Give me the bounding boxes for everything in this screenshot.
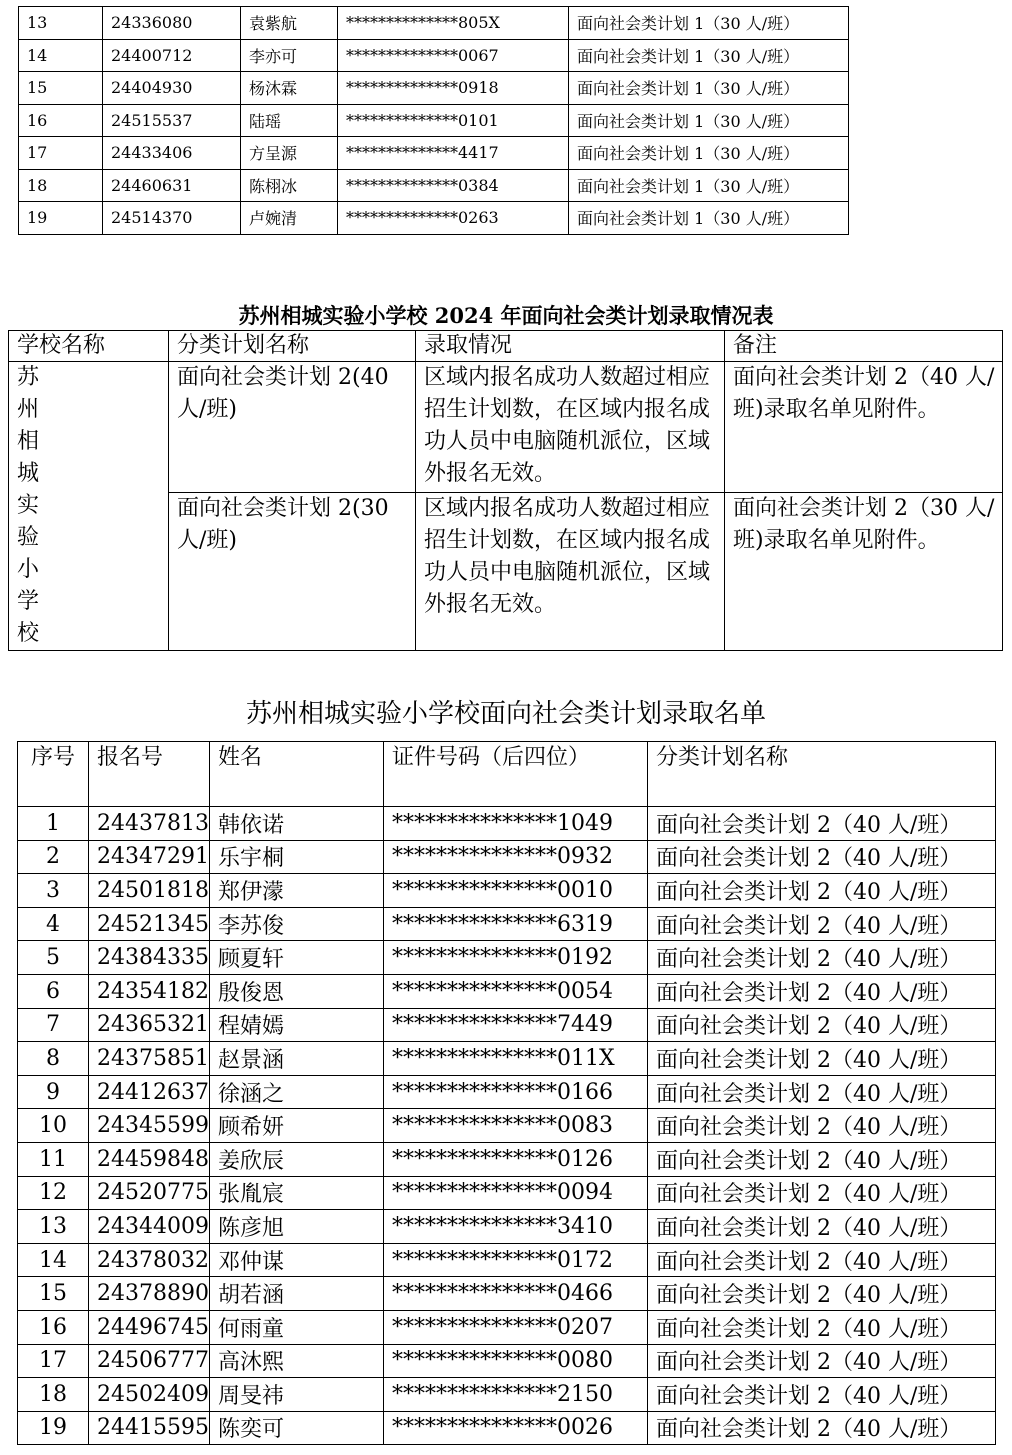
table-cell: 2 bbox=[18, 840, 89, 874]
table-cell: 24501818 bbox=[89, 874, 210, 908]
table-cell: 24378032 bbox=[89, 1243, 210, 1277]
table-row bbox=[18, 1008, 996, 1042]
admission-status-cell: 区域内报名成功人数超过相应招生计划数，在区域内报名成功人员中电脑随机派位，区域外报名无效。 bbox=[416, 362, 725, 493]
table-cell: 13 bbox=[18, 1210, 89, 1244]
table-cell: ***************0932 bbox=[383, 840, 647, 874]
remark-cell: 面向社会类计划 2（30 人/班)录取名单见附件。 bbox=[725, 492, 1003, 650]
table-cell: ***************0054 bbox=[383, 974, 647, 1008]
admission-status-cell: 区域内报名成功人数超过相应招生计划数，在区域内报名成功人员中电脑随机派位，区域外报名无效。 bbox=[416, 492, 725, 650]
table-cell: 24384335 bbox=[89, 941, 210, 975]
table-cell: 4 bbox=[18, 907, 89, 941]
table-cell: **************0101 bbox=[338, 104, 569, 137]
top-admission-table bbox=[18, 6, 849, 235]
table-cell: ***************0010 bbox=[383, 874, 647, 908]
table-cell: 李亦可 bbox=[241, 39, 338, 72]
table-cell: 殷俊恩 bbox=[209, 974, 383, 1008]
table-cell: 24459848 bbox=[89, 1142, 210, 1176]
summary-header-row bbox=[9, 331, 1003, 362]
table-cell: 面向社会类计划 2（40 人/班） bbox=[647, 1109, 995, 1143]
table-cell: 胡若涵 bbox=[209, 1277, 383, 1311]
table-cell: ***************0172 bbox=[383, 1243, 647, 1277]
table-cell: ***************0080 bbox=[383, 1344, 647, 1378]
table-cell: **************0918 bbox=[338, 72, 569, 105]
table-row bbox=[18, 807, 996, 841]
table-cell: 24502409 bbox=[89, 1378, 210, 1412]
table-cell: 13 bbox=[19, 7, 103, 40]
school-name-char: 城 bbox=[17, 461, 40, 486]
table-cell: 顾希妍 bbox=[209, 1109, 383, 1143]
summary-header-cell: 分类计划名称 bbox=[169, 331, 416, 362]
school-name-char: 验 bbox=[17, 525, 40, 550]
table-cell: 16 bbox=[18, 1310, 89, 1344]
plan-name-cell: 面向社会类计划 2(30 人/班) bbox=[169, 492, 416, 650]
table-cell: 陆瑶 bbox=[241, 104, 338, 137]
table-cell: 24415595 bbox=[89, 1411, 210, 1445]
table-cell: ***************1049 bbox=[383, 807, 647, 841]
table-cell: **************0067 bbox=[338, 39, 569, 72]
table-cell: 面向社会类计划 2（40 人/班） bbox=[647, 874, 995, 908]
table-cell: 陈彦旭 bbox=[209, 1210, 383, 1244]
table-cell: 面向社会类计划 2（40 人/班） bbox=[647, 1008, 995, 1042]
list-header-cell: 姓名 bbox=[209, 742, 383, 807]
table-cell: ***************011X bbox=[383, 1042, 647, 1076]
table-cell: ***************0192 bbox=[383, 941, 647, 975]
summary-header-cell: 学校名称 bbox=[9, 331, 169, 362]
table-cell: 24520775 bbox=[89, 1176, 210, 1210]
table-cell: ***************0466 bbox=[383, 1277, 647, 1311]
table-cell: 24345599 bbox=[89, 1109, 210, 1143]
table-cell: 面向社会类计划 1（30 人/班） bbox=[569, 104, 849, 137]
table-cell: 面向社会类计划 1（30 人/班） bbox=[569, 7, 849, 40]
table-row bbox=[19, 72, 849, 105]
table-cell: 24404930 bbox=[103, 72, 241, 105]
table-cell: 18 bbox=[19, 169, 103, 202]
table-cell: **************0384 bbox=[338, 169, 569, 202]
table-cell: 姜欣辰 bbox=[209, 1142, 383, 1176]
table-cell: 李苏俊 bbox=[209, 907, 383, 941]
table-cell: **************4417 bbox=[338, 137, 569, 170]
summary-table bbox=[8, 330, 1003, 651]
table-cell: ***************0166 bbox=[383, 1075, 647, 1109]
table-cell: **************805X bbox=[338, 7, 569, 40]
top-table-body bbox=[19, 7, 849, 235]
table-row bbox=[19, 202, 849, 235]
table-cell: 24514370 bbox=[103, 202, 241, 235]
table-cell: 19 bbox=[18, 1411, 89, 1445]
table-cell: 6 bbox=[18, 974, 89, 1008]
table-cell: 24336080 bbox=[103, 7, 241, 40]
table-cell: 方呈源 bbox=[241, 137, 338, 170]
table-cell: 面向社会类计划 2（40 人/班） bbox=[647, 1075, 995, 1109]
school-name-cell bbox=[9, 362, 169, 651]
table-cell: 袁紫航 bbox=[241, 7, 338, 40]
table-cell: 面向社会类计划 1（30 人/班） bbox=[569, 202, 849, 235]
table-cell: 10 bbox=[18, 1109, 89, 1143]
table-cell: 面向社会类计划 2（40 人/班） bbox=[647, 1142, 995, 1176]
school-name-char: 小 bbox=[17, 557, 40, 582]
table-cell: 面向社会类计划 2（40 人/班） bbox=[647, 1344, 995, 1378]
admission-list-table bbox=[17, 741, 996, 1445]
table-cell: 程婧嫣 bbox=[209, 1008, 383, 1042]
table-cell: 15 bbox=[18, 1277, 89, 1311]
table-cell: 14 bbox=[19, 39, 103, 72]
table-row bbox=[18, 1042, 996, 1076]
table-cell: ***************2150 bbox=[383, 1378, 647, 1412]
table-cell: 顾夏轩 bbox=[209, 941, 383, 975]
table-cell: 乐宇桐 bbox=[209, 840, 383, 874]
table-cell: 面向社会类计划 1（30 人/班） bbox=[569, 39, 849, 72]
table-cell: 24354182 bbox=[89, 974, 210, 1008]
table-row bbox=[19, 104, 849, 137]
school-name-char: 实 bbox=[17, 493, 40, 518]
table-cell: 面向社会类计划 1（30 人/班） bbox=[569, 169, 849, 202]
table-cell: 24412637 bbox=[89, 1075, 210, 1109]
table-cell: 24496745 bbox=[89, 1310, 210, 1344]
table-cell: ***************6319 bbox=[383, 907, 647, 941]
table-cell: 面向社会类计划 2（40 人/班） bbox=[647, 840, 995, 874]
table-cell: 24344009 bbox=[89, 1210, 210, 1244]
table-row bbox=[19, 7, 849, 40]
table-cell: 面向社会类计划 2（40 人/班） bbox=[647, 1277, 995, 1311]
table-cell: 24400712 bbox=[103, 39, 241, 72]
table-row bbox=[18, 1411, 996, 1445]
table-cell: 面向社会类计划 2（40 人/班） bbox=[647, 1310, 995, 1344]
table-row bbox=[18, 1243, 996, 1277]
table-row bbox=[18, 1277, 996, 1311]
table-cell: 郑伊濛 bbox=[209, 874, 383, 908]
table-row bbox=[18, 1075, 996, 1109]
table-cell: ***************0094 bbox=[383, 1176, 647, 1210]
table-cell: 徐涵之 bbox=[209, 1075, 383, 1109]
table-row bbox=[19, 39, 849, 72]
table-cell: 陈奕可 bbox=[209, 1411, 383, 1445]
table-row bbox=[18, 1176, 996, 1210]
table-row bbox=[18, 907, 996, 941]
table-cell: ***************0026 bbox=[383, 1411, 647, 1445]
school-name-char: 苏 bbox=[17, 365, 40, 390]
table-row bbox=[18, 1142, 996, 1176]
table-row bbox=[18, 974, 996, 1008]
table-cell: ***************0207 bbox=[383, 1310, 647, 1344]
list-header-cell: 序号 bbox=[18, 742, 89, 807]
table-row bbox=[18, 941, 996, 975]
table-cell: 8 bbox=[18, 1042, 89, 1076]
table-cell: 陈栩冰 bbox=[241, 169, 338, 202]
table-cell: 面向社会类计划 2（40 人/班） bbox=[647, 1378, 995, 1412]
summary-header-cell: 录取情况 bbox=[416, 331, 725, 362]
table-cell: 邓仲谋 bbox=[209, 1243, 383, 1277]
table-cell: 面向社会类计划 2（40 人/班） bbox=[647, 1176, 995, 1210]
table-cell: 面向社会类计划 2（40 人/班） bbox=[647, 941, 995, 975]
list-header-cell: 报名号 bbox=[89, 742, 210, 807]
table-cell: 17 bbox=[18, 1344, 89, 1378]
table-cell: 张胤宸 bbox=[209, 1176, 383, 1210]
table-cell: 24365321 bbox=[89, 1008, 210, 1042]
table-cell: 9 bbox=[18, 1075, 89, 1109]
table-cell: 面向社会类计划 2（40 人/班） bbox=[647, 807, 995, 841]
table-cell: 11 bbox=[18, 1142, 89, 1176]
table-cell: 面向社会类计划 2（40 人/班） bbox=[647, 974, 995, 1008]
table-cell: 12 bbox=[18, 1176, 89, 1210]
table-row bbox=[18, 1210, 996, 1244]
table-cell: 24347291 bbox=[89, 840, 210, 874]
table-cell: 24506777 bbox=[89, 1344, 210, 1378]
remark-cell: 面向社会类计划 2（40 人/班)录取名单见附件。 bbox=[725, 362, 1003, 493]
table-cell: 24437813 bbox=[89, 807, 210, 841]
table-row bbox=[18, 1109, 996, 1143]
table-row bbox=[18, 1378, 996, 1412]
table-cell: 24375851 bbox=[89, 1042, 210, 1076]
table-cell: 24433406 bbox=[103, 137, 241, 170]
table-cell: 赵景涵 bbox=[209, 1042, 383, 1076]
table-cell: 14 bbox=[18, 1243, 89, 1277]
table-cell: **************0263 bbox=[338, 202, 569, 235]
table-cell: 19 bbox=[19, 202, 103, 235]
table-cell: 7 bbox=[18, 1008, 89, 1042]
table-cell: ***************0083 bbox=[383, 1109, 647, 1143]
table-cell: 1 bbox=[18, 807, 89, 841]
table-row bbox=[18, 874, 996, 908]
table-cell: ***************0126 bbox=[383, 1142, 647, 1176]
table-cell: 面向社会类计划 2（40 人/班） bbox=[647, 907, 995, 941]
table-cell: 高沐熙 bbox=[209, 1344, 383, 1378]
table-cell: 面向社会类计划 2（40 人/班） bbox=[647, 1210, 995, 1244]
plan-name-cell: 面向社会类计划 2(40 人/班) bbox=[169, 362, 416, 493]
table-cell: 面向社会类计划 2（40 人/班） bbox=[647, 1243, 995, 1277]
list-title: 苏州相城实验小学校面向社会类计划录取名单 bbox=[245, 699, 766, 729]
table-cell: 18 bbox=[18, 1378, 89, 1412]
summary-header-cell: 备注 bbox=[725, 331, 1003, 362]
table-row bbox=[19, 169, 849, 202]
table-cell: 24378890 bbox=[89, 1277, 210, 1311]
school-name-char: 校 bbox=[17, 621, 40, 646]
table-row bbox=[18, 1310, 996, 1344]
list-header-row bbox=[18, 742, 996, 807]
summary-title: 苏州相城实验小学校 2024 年面向社会类计划录取情况表 bbox=[238, 303, 774, 328]
table-cell: 面向社会类计划 2（40 人/班） bbox=[647, 1042, 995, 1076]
table-cell: 16 bbox=[19, 104, 103, 137]
table-cell: 面向社会类计划 1（30 人/班） bbox=[569, 72, 849, 105]
school-name-char: 州 bbox=[17, 397, 40, 422]
school-name-char: 学 bbox=[17, 589, 40, 614]
list-header-cell: 证件号码（后四位） bbox=[383, 742, 647, 807]
table-cell: 卢婉清 bbox=[241, 202, 338, 235]
table-cell: ***************7449 bbox=[383, 1008, 647, 1042]
list-table-body bbox=[18, 807, 996, 1445]
table-cell: 韩依诺 bbox=[209, 807, 383, 841]
table-cell: 3 bbox=[18, 874, 89, 908]
table-row bbox=[18, 1344, 996, 1378]
list-header-cell: 分类计划名称 bbox=[647, 742, 995, 807]
table-cell: 17 bbox=[19, 137, 103, 170]
table-row bbox=[19, 137, 849, 170]
table-cell: 24521345 bbox=[89, 907, 210, 941]
table-cell: 5 bbox=[18, 941, 89, 975]
school-name-char: 相 bbox=[17, 429, 40, 454]
table-cell: 15 bbox=[19, 72, 103, 105]
table-cell: 面向社会类计划 1（30 人/班） bbox=[569, 137, 849, 170]
table-cell: 杨沐霖 bbox=[241, 72, 338, 105]
table-cell: 何雨童 bbox=[209, 1310, 383, 1344]
summary-row bbox=[9, 362, 1003, 493]
table-cell: ***************3410 bbox=[383, 1210, 647, 1244]
table-row bbox=[18, 840, 996, 874]
table-cell: 面向社会类计划 2（40 人/班） bbox=[647, 1411, 995, 1445]
table-cell: 周旻祎 bbox=[209, 1378, 383, 1412]
table-cell: 24515537 bbox=[103, 104, 241, 137]
table-cell: 24460631 bbox=[103, 169, 241, 202]
